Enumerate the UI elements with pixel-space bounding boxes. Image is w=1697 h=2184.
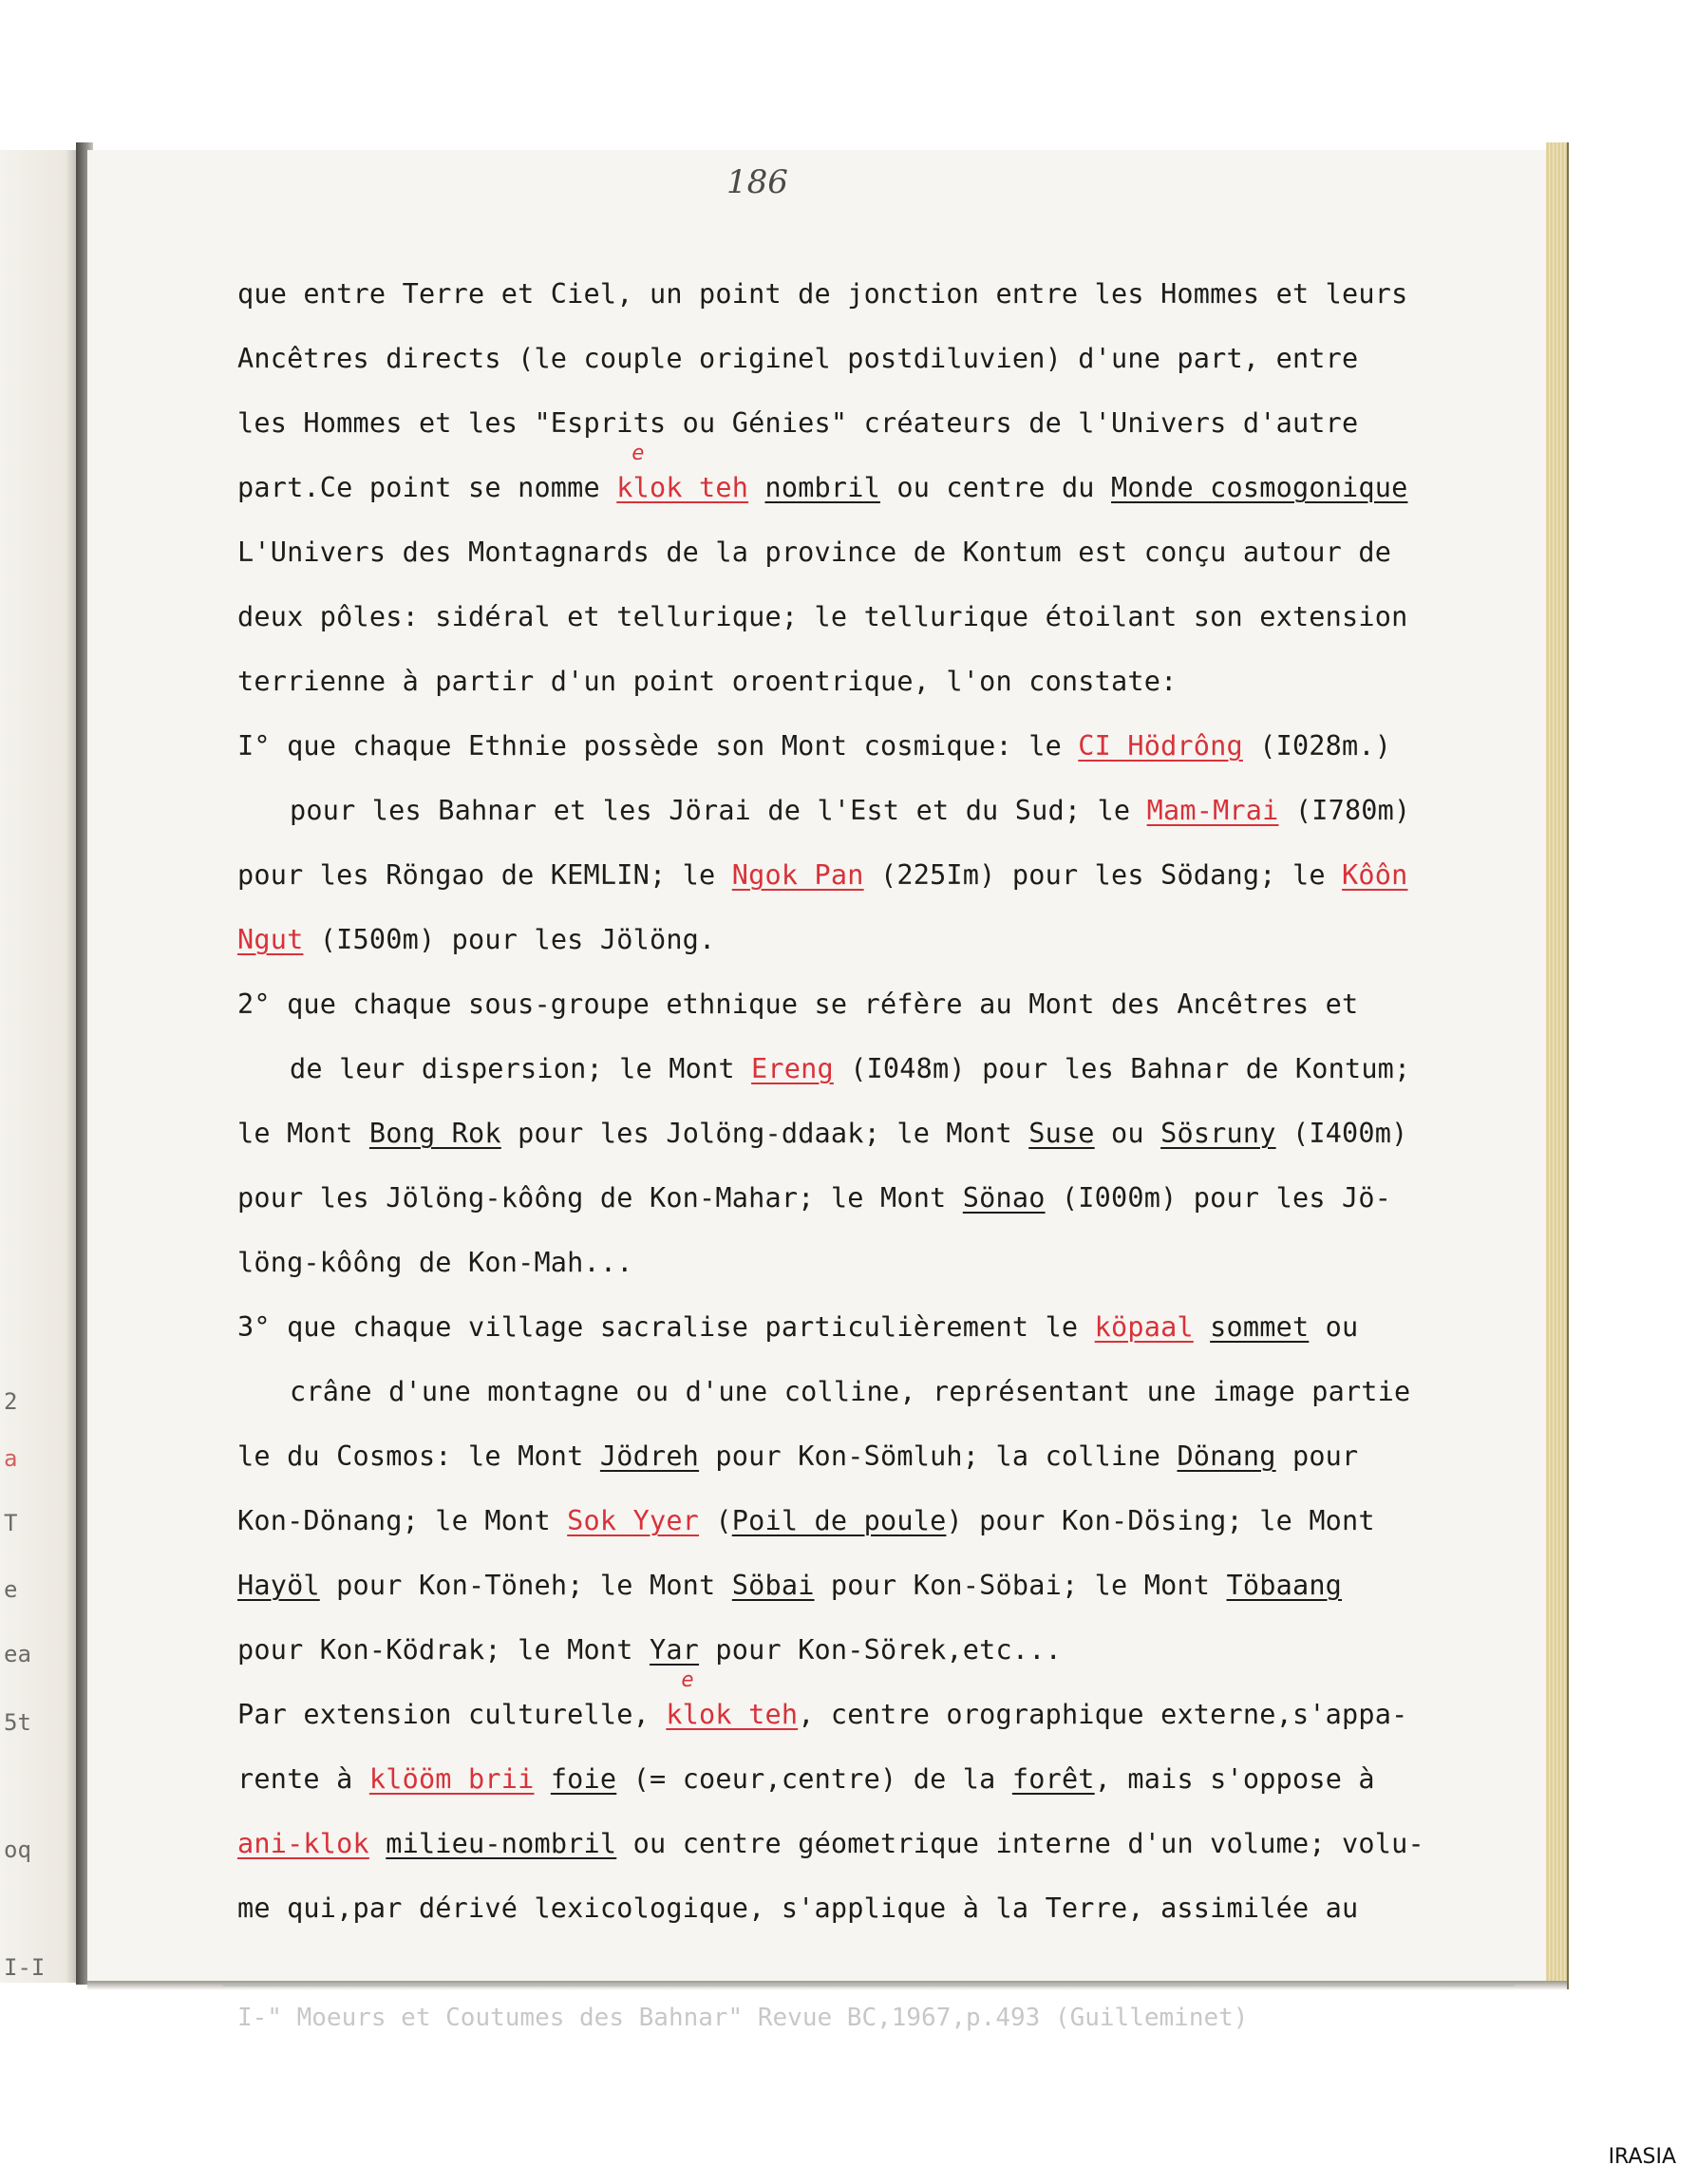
text-line: ani-klok milieu-nombril ou centre géometrique interne d'un volume; volu- — [237, 1828, 1424, 1859]
text-line: Par extension culturelle, klok teh e , centre orographique externe,s'appa- — [237, 1668, 1408, 1730]
text-line: pour les Bahnar et les Jörai de l'Est et du Sud; le Mam-Mrai (I780m) — [290, 795, 1411, 826]
footnote-bleedthrough: I-" Moeurs et Coutumes des Bahnar" Revue BC,1967,p.493 (Guilleminet) — [237, 2004, 1249, 2032]
text-line: rente à klööm brii foie (= coeur,centre) de la forêt, mais s'oppose à — [237, 1763, 1375, 1795]
term-mountain: Ngut — [237, 924, 304, 955]
text-line: 2° que chaque sous-groupe ethnique se réfère au Mont des Ancêtres et — [237, 988, 1359, 1020]
left-edge-mark: I-I — [4, 1954, 46, 1981]
text-line: pour les Jölöng-kôông de Kon-Mahar; le Mont Sönao (I000m) pour les Jö- — [237, 1182, 1392, 1214]
text-line: deux pôles: sidéral et tellurique; le tellurique étoilant son extension — [237, 601, 1408, 632]
left-edge-mark: T — [4, 1510, 18, 1536]
term-kloom-brii: klööm brii — [368, 1763, 535, 1795]
text-line: Ngut (I500m) pour les Jölöng. — [237, 924, 716, 955]
term-mountain: Mam-Mrai — [1146, 795, 1279, 826]
typewritten-text — [237, 262, 1515, 1941]
text-line: I° que chaque Ethnie possède son Mont cosmique: le CI Hödrông (I028m.) — [237, 730, 1392, 762]
term-mountain: Ereng — [751, 1053, 834, 1084]
term-mountain: Ngok Pan — [731, 859, 864, 891]
text-line: le du Cosmos: le Mont Jödreh pour Kon-Sömluh; la colline Dönang pour — [237, 1440, 1359, 1472]
left-edge-mark: ea — [4, 1641, 31, 1667]
text-line: de leur dispersion; le Mont Ereng (I048m) pour les Bahnar de Kontum; — [290, 1053, 1411, 1084]
handwritten-page-number: 186 — [726, 163, 788, 201]
term-sok-yyer: Sok Yyer — [567, 1505, 700, 1536]
left-edge-mark: e — [4, 1576, 18, 1603]
page-edge — [1546, 142, 1569, 1989]
left-edge-mark: 2 — [4, 1388, 18, 1415]
watermark: IRASIA — [1608, 2145, 1676, 2169]
text-line: pour les Röngao de KEMLIN; le Ngok Pan (225Im) pour les Södang; le Kôôn — [237, 859, 1408, 891]
text-line: le Mont Bong Rok pour les Jolöng-ddaak; le Mont Suse ou Sösruny (I400m) — [237, 1118, 1408, 1149]
text-line: crâne d'une montagne ou d'une colline, représentant une image partie — [290, 1376, 1411, 1407]
text-line: part.Ce point se nomme klok teh e nombril ou centre du Monde cosmogonique — [237, 442, 1408, 503]
text-line: L'Univers des Montagnards de la province de Kontum est conçu autour de — [237, 537, 1392, 568]
left-edge-mark: 5t — [4, 1709, 31, 1736]
text-line: 3° que chaque village sacralise particulièrement le köpaal sommet ou — [237, 1311, 1359, 1343]
term-kopaal: köpaal — [1094, 1311, 1194, 1343]
term-klok-teh: klok teh e — [666, 1668, 799, 1730]
text-line: Ancêtres directs (le couple originel postdiluvien) d'une part, entre — [237, 343, 1359, 374]
text-line: Kon-Dönang; le Mont Sok Yyer (Poil de poule) pour Kon-Dösing; le Mont — [237, 1505, 1375, 1536]
text-line: Hayöl pour Kon-Töneh; le Mont Söbai pour Kon-Söbai; le Mont Töbaang — [237, 1570, 1343, 1601]
term-mountain: Kôôn — [1342, 859, 1408, 891]
term-klok-teh: klok teh e — [616, 442, 749, 503]
text-line: les Hommes et les "Esprits ou Génies" créateurs de l'Univers d'autre — [237, 407, 1359, 439]
text-line: me qui,par dérivé lexicologique, s'applique à la Terre, assimilée au — [237, 1892, 1359, 1924]
footnote-rule — [223, 1985, 1515, 1986]
handwritten-accent-mark: e — [681, 1668, 694, 1692]
text-line: terrienne à partir d'un point oroentrique, l'on constate: — [237, 666, 1178, 697]
text-line: que entre Terre et Ciel, un point de jonction entre les Hommes et leurs — [237, 278, 1408, 310]
text-line: pour Kon-Ködrak; le Mont Yar pour Kon-Sörek,etc... — [237, 1634, 1062, 1666]
term-ani-klok: ani-klok — [237, 1828, 369, 1859]
term-mountain: CI Hödrông — [1078, 730, 1243, 762]
text-line: löng-kôông de Kon-Mah... — [237, 1247, 633, 1278]
left-edge-mark: oq — [4, 1836, 31, 1863]
left-page — [0, 150, 87, 1983]
handwritten-accent-mark: e — [632, 442, 645, 465]
left-edge-mark: a — [4, 1445, 18, 1472]
